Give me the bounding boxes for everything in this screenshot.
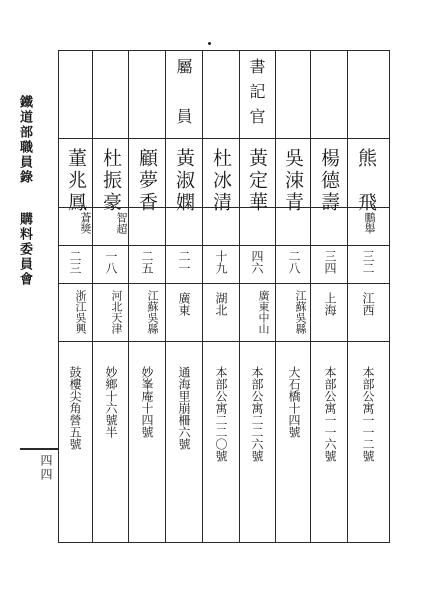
entry-native-place: 廣東中山 xyxy=(257,290,270,334)
table-border-right xyxy=(389,50,390,543)
table-column-divider xyxy=(92,50,93,543)
entry-address: 大石橋十四號 xyxy=(287,366,301,438)
section-title: 購料委員會 xyxy=(17,212,32,287)
entry-name: 黃淑嫻 xyxy=(173,148,195,214)
table-column-divider xyxy=(202,50,203,543)
entry-name: 吳涑青 xyxy=(282,148,304,214)
row-divider-title xyxy=(58,138,390,139)
entry-native-place: 上海 xyxy=(323,292,337,316)
entry-age: 二八 xyxy=(287,250,301,274)
table-column-divider xyxy=(239,50,240,543)
entry-age: 三四 xyxy=(323,250,337,274)
entry-address: 妙鄉十六號半 xyxy=(104,366,118,438)
entry-address: 本部公寓一一六號 xyxy=(323,366,337,462)
entry-age: 十九 xyxy=(214,250,228,274)
entry-name: 杜冰清 xyxy=(210,148,232,214)
book-title: 鐵道部職員錄 xyxy=(17,95,32,185)
entry-native-place: 浙江吳興 xyxy=(74,290,87,334)
entry-native-place: 江蘇吳縣 xyxy=(146,290,159,334)
entry-native-place: 江蘇吳縣 xyxy=(294,290,307,334)
top-mark xyxy=(208,42,211,45)
row-divider-courtesy xyxy=(58,245,390,246)
entry-address: 通海里崩柵六號 xyxy=(177,366,191,450)
page-number: 四四 xyxy=(39,454,53,482)
title-clerk: 屬員 xyxy=(174,58,193,158)
entry-name: 顧夢香 xyxy=(136,148,158,214)
table-column-divider xyxy=(275,50,276,543)
entry-native-place: 河北天津 xyxy=(110,290,123,334)
entry-address: 鼓樓尖角營五號 xyxy=(68,366,82,450)
page-number-rule xyxy=(20,448,58,450)
entry-native-place: 江西 xyxy=(361,292,375,316)
entry-age: 四六 xyxy=(250,250,264,274)
entry-age: 一八 xyxy=(104,250,118,274)
title-secretary: 書記官 xyxy=(247,58,266,133)
entry-courtesy: 鵬舉 xyxy=(363,212,376,234)
entry-address: 本部公寓一一二號 xyxy=(361,366,375,462)
entry-address: 本部公寓二二〇號 xyxy=(214,366,228,462)
table-border-top xyxy=(58,50,390,51)
entry-age: 二一 xyxy=(177,250,191,274)
entry-native-place: 湖北 xyxy=(214,292,228,316)
entry-address: 本部公寓二二六號 xyxy=(250,366,264,462)
entry-name: 熊 飛 xyxy=(355,148,377,214)
entry-native-place: 廣東 xyxy=(177,292,191,316)
table-column-divider xyxy=(310,50,311,543)
entry-name: 黃定華 xyxy=(246,148,268,214)
entry-name: 董兆鳳 xyxy=(65,148,87,214)
entry-address: 妙峯庵十四號 xyxy=(140,366,154,438)
entry-age: 二三 xyxy=(68,250,82,274)
row-divider-age xyxy=(58,283,390,284)
entry-courtesy: 蒼獎 xyxy=(79,212,92,234)
entry-name: 楊德壽 xyxy=(318,148,340,214)
table-column-divider xyxy=(128,50,129,543)
row-divider-native xyxy=(58,341,390,342)
entry-name: 杜振豪 xyxy=(100,148,122,214)
entry-age: 二五 xyxy=(140,250,154,274)
table-column-divider xyxy=(347,50,348,543)
entry-age: 三二 xyxy=(361,250,375,274)
table-column-divider xyxy=(165,50,166,543)
table-border-bottom xyxy=(58,542,390,543)
table-border-left xyxy=(58,50,59,543)
entry-courtesy: 智超 xyxy=(115,212,128,234)
